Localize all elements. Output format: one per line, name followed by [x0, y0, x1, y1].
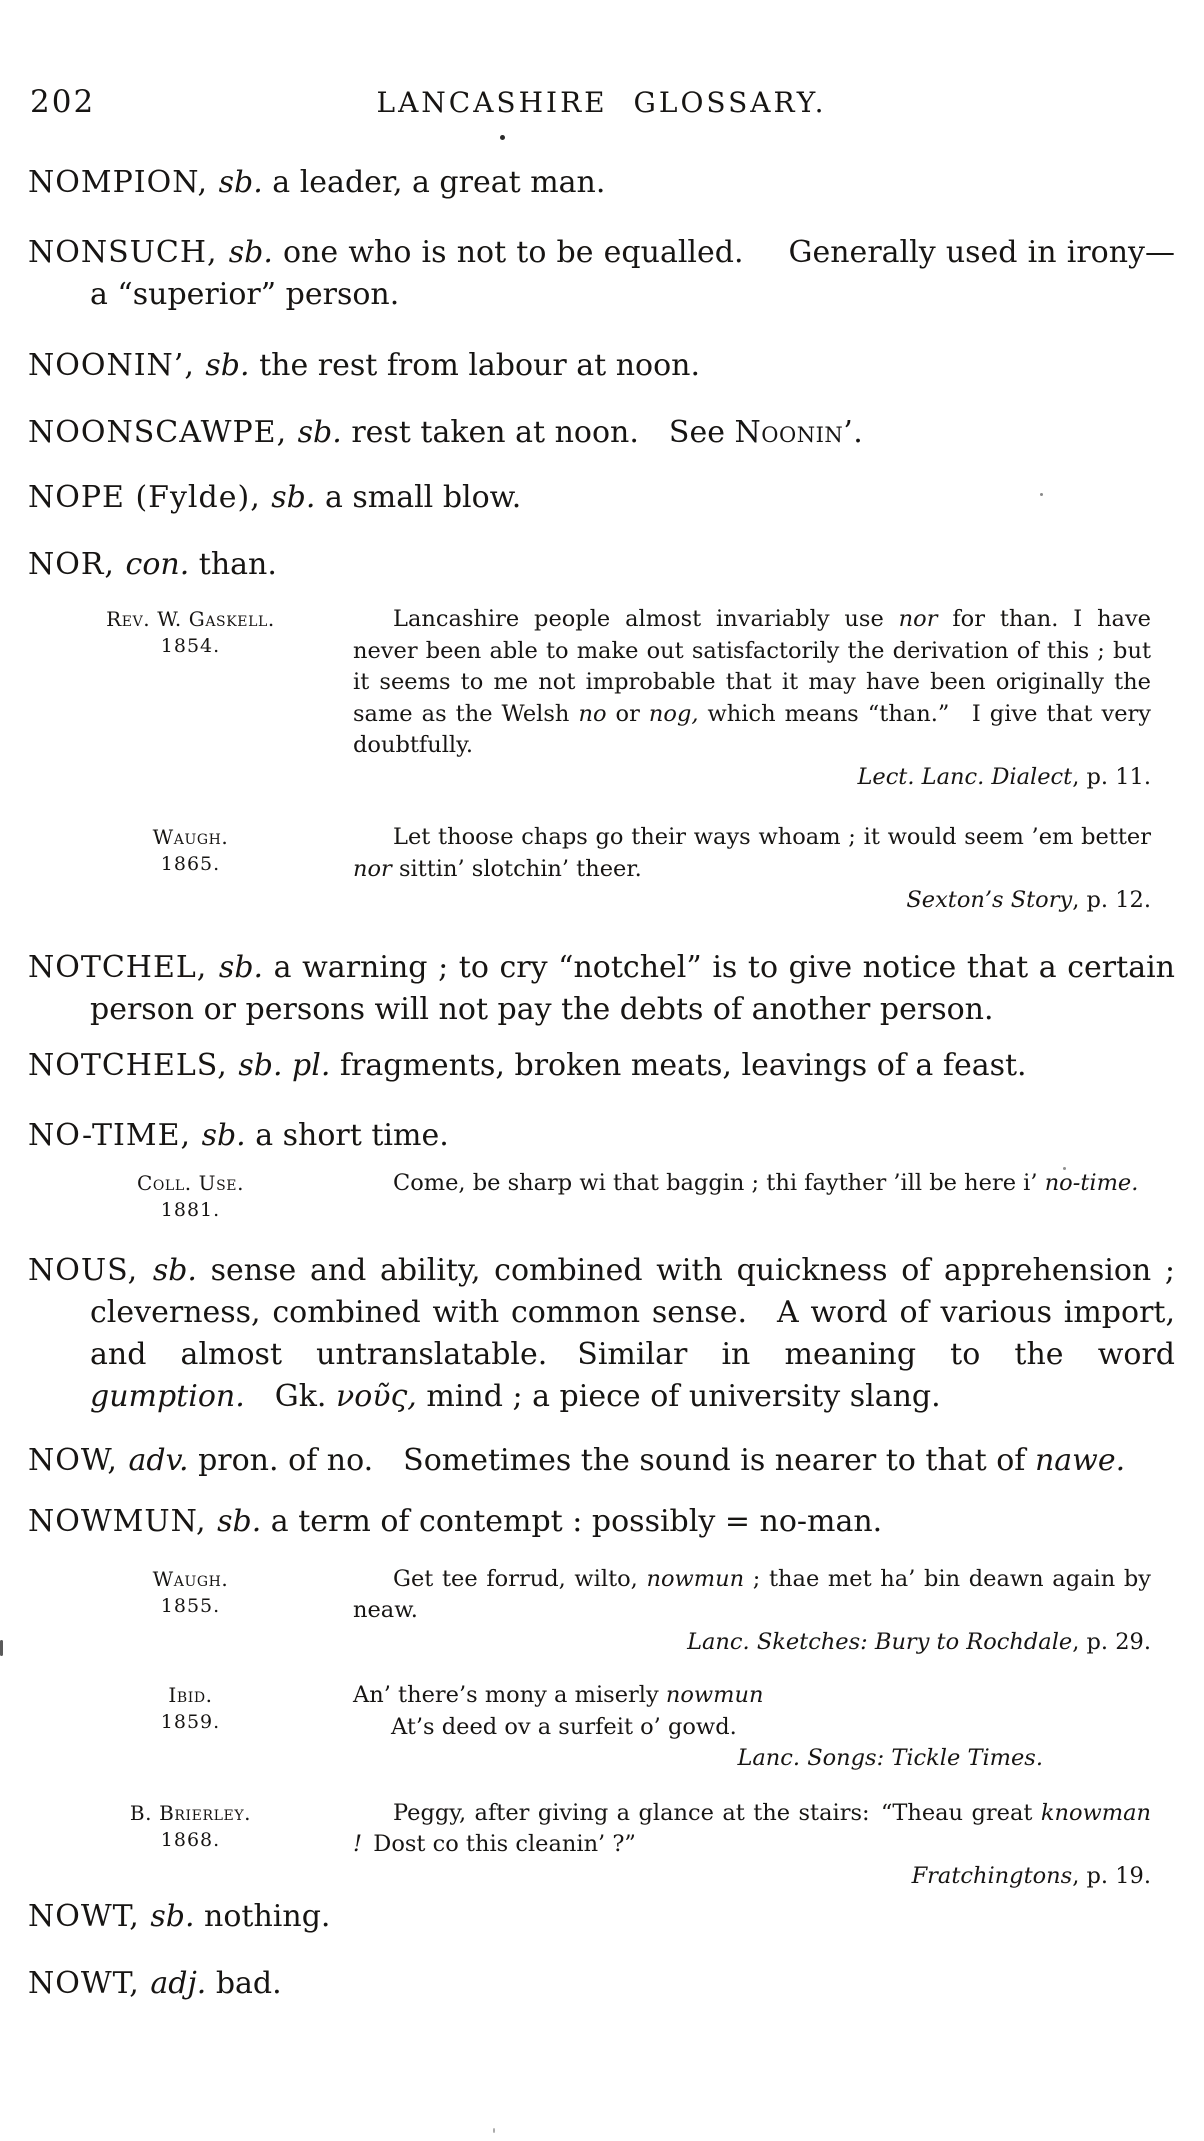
headword: NOTCHEL,: [28, 949, 219, 985]
definition: sense and ability, combined with quickness of apprehension ; cleverness, combined with common sense. A word of various import, and almost untranslatable. Similar in meaning to the word: [90, 1252, 1176, 1372]
headword: NOUS,: [28, 1252, 153, 1288]
quote-waugh-1855: [28, 1564, 1175, 1659]
definition: rest taken at noon. See: [351, 415, 735, 450]
verse-line-1: An’ there’s mony a miserly nowmun: [353, 1682, 764, 1708]
quote-source: Ibid.: [168, 1683, 213, 1707]
quote-citation: Lect. Lanc. Dialect, p. 11.: [857, 763, 1151, 790]
part-of-speech: sb.: [217, 1503, 271, 1539]
part-of-speech: sb.: [228, 235, 284, 270]
definition: a term of contempt : possibly = no-man.: [270, 1503, 883, 1539]
quote-attribution: [28, 1168, 353, 1224]
headword: NOONSCAWPE,: [28, 415, 298, 450]
page-title: LANCASHIRE GLOSSARY.: [376, 86, 827, 119]
quote-text: Let thoose chaps go their ways whoam ; it would seem ’em better nor sittin’ slotchin’ theer.: [353, 824, 1151, 882]
headword: NONSUCH,: [28, 235, 229, 270]
definition: a warning ; to cry “notchel” is to give notice that a certain person or persons will not pay the debts of another person.: [90, 949, 1175, 1027]
entry-nous: [28, 1250, 1175, 1418]
part-of-speech: sb.: [271, 480, 325, 515]
headword: NOPE (Fylde),: [28, 480, 272, 515]
part-of-speech: con.: [125, 547, 199, 582]
definition: one who is not to be equalled. Generally used in irony—a “superior” person.: [90, 235, 1175, 312]
part-of-speech: sb.: [152, 1252, 211, 1288]
entry-nompion: [28, 162, 1175, 204]
quote-year: 1855.: [160, 1594, 221, 1617]
quote-coll-use-1881: [28, 1168, 1175, 1224]
quote-body: [353, 1798, 1175, 1893]
quote-year: 1868.: [160, 1828, 221, 1851]
quote-body: [353, 604, 1175, 793]
quote-body: [353, 1168, 1175, 1200]
part-of-speech: sb.: [218, 165, 273, 200]
quote-attribution: [28, 822, 353, 878]
definition: a short time.: [255, 1117, 449, 1153]
headword: NOWT,: [28, 1966, 151, 2001]
quote-ibid-1859: [28, 1680, 1175, 1775]
definition: a leader, a great man.: [272, 165, 606, 200]
quote-citation: Lanc. Songs: Tickle Times.: [737, 1745, 1043, 1771]
quote-citation: Sexton’s Story, p. 12.: [906, 887, 1151, 913]
quote-attribution: [28, 1798, 353, 1854]
part-of-speech: sb.: [150, 1899, 205, 1934]
part-of-speech: adj.: [150, 1966, 216, 2001]
quote-citation: Lanc. Sketches: Bury to Rochdale, p. 29.: [687, 1628, 1151, 1655]
entry-noonscawpe: [28, 412, 1175, 454]
quote-waugh-1865: [28, 822, 1175, 917]
quote-brierley-1868: [28, 1798, 1175, 1893]
quote-source: B. Brierley.: [129, 1800, 252, 1825]
definition: nothing.: [204, 1899, 331, 1934]
page-number: 202: [30, 84, 96, 120]
scan-artifact-dot: [500, 135, 505, 140]
quote-source: Coll. Use.: [136, 1170, 245, 1195]
verse-line-2: At’s deed ov a surfeit o’ gowd.: [391, 1713, 737, 1740]
quote-gaskell-1854: [28, 604, 1175, 793]
quote-year: 1854.: [160, 635, 221, 657]
part-of-speech: sb.: [297, 415, 352, 450]
scan-artifact-dash: [0, 1640, 3, 1656]
scan-artifact-dot: [1040, 493, 1043, 496]
entry-no-time: [28, 1115, 1175, 1157]
quote-source: Waugh.: [152, 1566, 229, 1591]
entry-nowmun: [28, 1501, 1175, 1543]
quote-body: [353, 1680, 1175, 1775]
headword: NOWMUN,: [28, 1503, 218, 1539]
headword: NOMPION,: [28, 165, 219, 200]
quote-attribution: [28, 604, 353, 660]
entry-notchels: [28, 1045, 1175, 1087]
headword: NOW,: [28, 1442, 129, 1478]
greek-word: νοῦς,: [335, 1378, 417, 1414]
cross-reference: Noonin’.: [734, 415, 864, 450]
quote-text: Peggy, after giving a glance at the stairs: “Theau great knowman ! Dost co this cleanin’ ?”: [353, 1799, 1151, 1857]
quote-body: [353, 822, 1175, 917]
headword: NOR,: [28, 547, 126, 582]
headword: NOWT,: [28, 1899, 151, 1934]
quote-source: Waugh.: [152, 825, 229, 849]
definition-italic: nawe.: [1034, 1442, 1126, 1478]
headword: NOONIN’,: [28, 348, 206, 383]
entry-notchel: [28, 947, 1175, 1031]
quote-attribution: [28, 1564, 353, 1620]
part-of-speech: sb.: [205, 348, 260, 383]
scan-artifact-dot: [493, 2128, 495, 2133]
definition: than.: [198, 547, 277, 582]
entry-now: [28, 1440, 1175, 1482]
quote-text: Get tee forrud, wilto, nowmun ; thae met ha’ bin deawn again by neaw.: [353, 1565, 1151, 1623]
quote-citation: Fratchingtons, p. 19.: [911, 1862, 1151, 1889]
quote-body: [353, 1564, 1175, 1659]
definition: pron. of no. Sometimes the sound is nearer to that of: [198, 1442, 1035, 1478]
definition-italic: gumption.: [90, 1378, 245, 1414]
entry-nor: [28, 544, 1175, 586]
quote-attribution: [28, 1680, 353, 1736]
quote-text: Come, be sharp wi that baggin ; thi fayther ’ill be here i’ no-time.: [393, 1169, 1139, 1196]
entry-nowt-adj: [28, 1963, 1175, 2005]
definition: a small blow.: [324, 480, 522, 515]
definition: bad.: [215, 1966, 282, 2001]
page-header: [28, 84, 1175, 126]
definition: Gk.: [244, 1378, 336, 1414]
entry-nowt-sb: [28, 1896, 1175, 1938]
part-of-speech: sb.: [218, 949, 274, 985]
quote-source: Rev. W. Gaskell.: [106, 607, 275, 631]
quote-year: 1859.: [160, 1711, 221, 1733]
part-of-speech: adv.: [128, 1442, 199, 1478]
headword: NOTCHELS,: [28, 1047, 239, 1083]
definition: the rest from labour at noon.: [259, 348, 701, 383]
quote-year: 1865.: [160, 853, 221, 875]
quote-text: Lancashire people almost invariably use nor for than. I have never been able to make out satisfactorily the derivation of this ; but it seems to me not improbable that it may have been originally the same as the Welsh no or nog, which means “than.” I give that very doubtfully.: [353, 606, 1152, 758]
definition: fragments, broken meats, leavings of a feast.: [339, 1047, 1027, 1083]
entry-noonin: [28, 345, 1175, 387]
quote-year: 1881.: [160, 1198, 221, 1221]
part-of-speech: sb. pl.: [238, 1047, 340, 1083]
scan-artifact-dot: [1063, 1167, 1066, 1170]
entry-nonsuch: [28, 232, 1175, 316]
definition: mind ; a piece of university slang.: [416, 1378, 941, 1414]
part-of-speech: sb.: [201, 1117, 256, 1153]
headword: NO-TIME,: [28, 1117, 202, 1153]
entry-nope: [28, 477, 1175, 519]
